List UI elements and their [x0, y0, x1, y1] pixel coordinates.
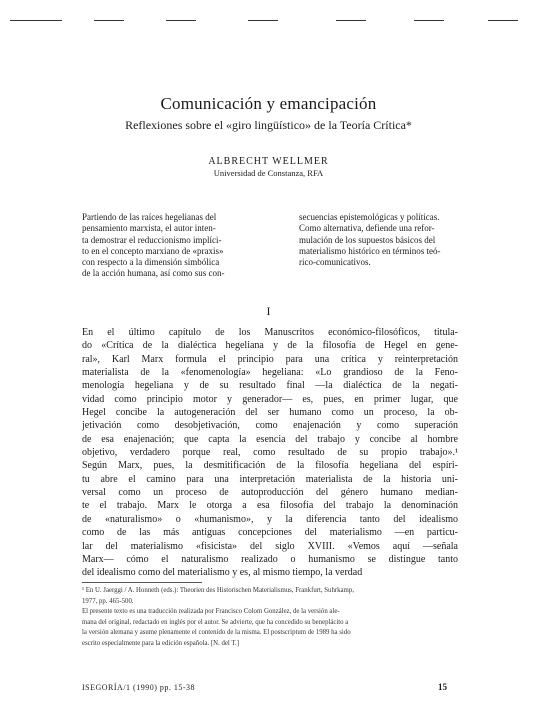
page-number: 15 — [438, 682, 447, 692]
footnote-line: la versión alemana y asume plenamente el contenido de la misma. El postscriptum de 1989 ha sido — [82, 629, 351, 636]
footnote-line: escrito especialmente para la edición española. [N. del T.] — [82, 639, 239, 647]
footnote-line: mana del original, redactado en inglés por el autor. Se advierte, que ha concedido su beneplácito a — [82, 618, 349, 626]
body-line: do «Crítica de la dialéctica hegeliana y de la filosofía de Hegel en gene- — [82, 340, 458, 352]
abstract-line: Partiendo de las raíces hegelianas del — [82, 212, 217, 222]
body-line: versal como un proceso de autoproducción del género humano median- — [82, 487, 458, 499]
footnote-line: 1977, pp. 465-500. — [82, 597, 134, 605]
section-number: I — [266, 304, 271, 318]
footnote-line: El presente texto es una traducción realizada por Francisco Colom González, de la versión ale- — [82, 608, 340, 615]
footnote-line: ¹ En U. Jaerggi / A. Honneth (eds.): Theorien des Historischen Materialismus, Frankfurt, Suhrkamp, — [82, 587, 354, 594]
abstract-line: pensamiento marxista, el autor inten- — [82, 223, 216, 234]
abstract-line: con respecto a la dimensión simbólica — [82, 257, 220, 268]
body-line: menología hegeliana y de su resultado final —la dialéctica de la negati- — [82, 380, 458, 392]
abstract-line: to en el concepto marxiano de «praxis» — [82, 245, 224, 256]
body-line: lar del materialismo «fisicista» del siglo XVIII. «Vemos aquí —señala — [82, 540, 458, 552]
body-line: Hegel concibe la autogeneración del ser humano como un proceso, la ob- — [82, 407, 458, 419]
body-line: materialista de la «fenomenología» hegeliana: «Lo grandioso de la Feno- — [82, 367, 458, 379]
article-title: Comunicación y emancipación — [160, 94, 377, 113]
body-line: objetivo, verdadero porque real, como resultado de su propio trabajo».¹ — [82, 447, 458, 459]
top-rule-6 — [414, 20, 444, 21]
footnote-divider — [82, 582, 202, 583]
abstract-line: de la acción humana, así como sus con- — [82, 268, 225, 279]
abstract-line: mulación de los supuestos básicos del — [299, 234, 436, 245]
body-line: Marx— cómo el naturalismo realizado o humanismo se distingue tanto — [82, 553, 458, 565]
top-rule-3 — [166, 20, 196, 21]
abstract-line: Como alternativa, defiende una refor- — [299, 223, 435, 234]
top-rule-1 — [10, 20, 62, 21]
top-rule-4 — [248, 20, 278, 21]
abstract-line: rico-comunicativos. — [299, 257, 371, 268]
author-name: ALBRECHT WELLMER — [208, 156, 329, 167]
body-line: tu abre el camino para una interpretación materialista de la historia uni- — [82, 473, 458, 485]
body-text — [82, 326, 458, 580]
abstract-left-column — [82, 212, 282, 280]
body-line: del idealismo como del materialismo y es, al mismo tiempo, la verdad — [82, 567, 363, 579]
abstract-line: materialismo histórico en términos teó- — [299, 245, 441, 256]
body-line: como de las más antiguas concepciones del materialismo —en particu- — [82, 527, 458, 539]
article-subtitle: Reflexiones sobre el «giro lingüístico» de la Teoría Crítica* — [125, 118, 412, 132]
author-affiliation: Universidad de Constanza, RFA — [213, 168, 324, 178]
body-line: jetivación como desobjetivación, como enajenación y como superación — [82, 420, 458, 432]
footnotes — [82, 586, 458, 649]
body-line: ral», Karl Marx formula el principio para una crítica y reinterpretación — [82, 353, 458, 365]
abstract-right-column — [299, 212, 499, 268]
top-rule-5 — [336, 20, 366, 21]
body-line: Según Marx, pues, la desmitificación de la filosofía hegeliana del espíri- — [82, 460, 458, 472]
body-line: de esa enajenación; que capta la esencia del trabajo y concibe al hombre — [82, 433, 458, 445]
body-line: vidad como principio motor y generador— es, pues, en primer lugar, que — [82, 393, 458, 405]
top-rule-2 — [94, 20, 124, 21]
abstract-line: ta demostrar el reduccionismo implíci- — [82, 234, 222, 245]
top-rule-7 — [488, 20, 518, 21]
abstract-line: secuencias epistemológicas y políticas. — [299, 212, 440, 222]
body-line: En el último capítulo de los Manuscritos económico-filosóficos, titula- — [82, 327, 458, 338]
body-line: de «naturalismo» o «humanismo», y la diferencia tanto del idealismo — [82, 513, 458, 525]
running-footer: ISEGORÍA/1 (1990) pp. 15-38 — [82, 683, 196, 692]
body-line: te el trabajo. Marx le otorga a esa filosofía del trabajo la denominación — [82, 500, 458, 512]
